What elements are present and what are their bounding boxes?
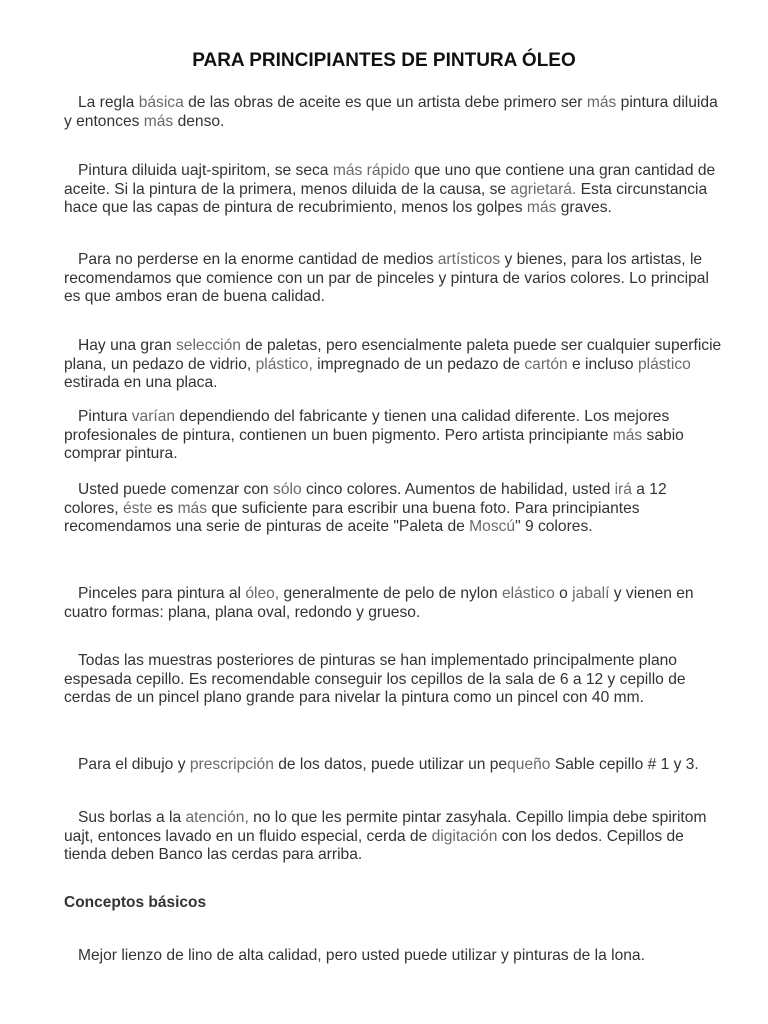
paragraph-text-segment: Moscú: [469, 518, 516, 536]
paragraph-text-segment: más: [586, 94, 617, 111]
paragraph-text-segment: más: [143, 112, 174, 130]
paragraph-text-segment: óleo,: [245, 585, 280, 602]
paragraph-text-segment: Pinceles para pintura al: [78, 585, 246, 602]
paragraph-text-segment: o: [554, 585, 573, 602]
paragraph-4: [64, 337, 724, 393]
paragraph-text-segment: pintura diluida y entonces: [64, 94, 718, 130]
paragraph-text-segment: que uno que contiene una gran cantidad de aceite. Si la pintura de la primera, menos diluida de la causa, se: [64, 162, 716, 198]
paragraph-text-segment: impregnado de un pedazo de: [312, 355, 525, 373]
paragraph-text-segment: estirada en una placa.: [64, 374, 218, 392]
paragraph-text-segment: Para el dibujo y: [78, 756, 190, 773]
paragraph-text-segment: Sus borlas a la: [78, 809, 186, 826]
paragraph-text-segment: Esta circunstancia hace que las capas de pintura de recubrimiento, menos los golpes: [64, 180, 708, 217]
paragraph-text-segment: de paletas, pero esencialmente paleta puede ser cualquier superficie plana, un pedazo de vidrio,: [64, 337, 722, 373]
paragraph-text-segment: dependiendo del fabricante y tienen una calidad diferente. Los mejores profesionales de pintura, contienen un buen pigmento. Pero artista principiante: [64, 408, 670, 444]
paragraph-text-segment: prescripción: [189, 756, 274, 773]
paragraph-text-segment: básica: [138, 94, 184, 111]
paragraph-text-segment: más rápido: [332, 162, 410, 179]
paragraph-text-segment: Pintura: [78, 408, 132, 425]
paragraph-text-segment: Pintura diluida uajt-spiritom, se seca: [78, 162, 333, 179]
paragraph-2: [64, 162, 724, 218]
paragraph-text-segment: graves.: [556, 199, 612, 217]
paragraph-text-segment: Hay una gran: [78, 337, 176, 354]
paragraph-text-segment: con los dedos. Cepillos de tienda deben Banco las cerdas para arriba.: [64, 827, 684, 864]
paragraph-text-segment: selección: [175, 337, 241, 354]
paragraph-text-segment: sólo: [273, 481, 302, 498]
paragraph-text-segment: no lo que les permite pintar zasyhala. Cepillo limpia debe spiritom uajt, entonces lavado en un fluido especial, cerda de: [64, 809, 707, 845]
paragraph-text-segment: denso.: [173, 112, 225, 130]
paragraph-11: [64, 947, 724, 966]
paragraph-text-segment: sabio comprar pintura.: [64, 426, 684, 463]
paragraph-text-segment: más: [177, 499, 208, 517]
paragraph-6: [64, 481, 724, 537]
paragraph-text-segment: Sable cepillo # 1 y 3.: [550, 756, 699, 773]
page-title: PARA PRINCIPIANTES DE PINTURA ÓLEO: [192, 50, 576, 71]
paragraph-text-segment: a 12 colores,: [64, 481, 667, 517]
paragraph-text-segment: Todas las muestras posteriores de pinturas se han implementado principalmente plano espesada cepillo. Es recomendable conseguir los cepillos de la sala de 6 a 12 y cepillo de cerdas de un pincel plano grande para nivelar la pintura como un pincel con 40 mm.: [64, 652, 686, 707]
paragraph-text-segment: " 9 colores.: [515, 518, 593, 536]
paragraph-text-segment: éste: [122, 499, 153, 517]
paragraph-text-segment: plástico: [637, 355, 691, 373]
paragraph-text-segment: es: [152, 499, 178, 517]
paragraph-text-segment: agrietará.: [510, 180, 577, 198]
paragraph-text-segment: cartón: [524, 355, 568, 373]
paragraph-3: [64, 251, 724, 307]
paragraph-text-segment: elástico: [501, 585, 555, 602]
paragraph-5: [64, 408, 724, 464]
paragraph-text-segment: y bienes, para los artistas, le recomendamos que comience con un par de pinceles y pintura de varios colores. Lo principal es que ambos eran de buena calidad.: [64, 251, 709, 306]
paragraph-text-segment: artísticos: [437, 251, 501, 268]
paragraph-10: [64, 809, 724, 865]
paragraph-text-segment: jabalí: [572, 585, 610, 602]
paragraph-text-segment: Usted puede comenzar con: [78, 481, 274, 498]
paragraph-7: [64, 585, 724, 622]
paragraph-1: [64, 94, 724, 131]
paragraph-text-segment: queño: [507, 756, 551, 773]
paragraph-text-segment: generalmente de pelo de nylon: [279, 585, 502, 602]
paragraph-text-segment: La regla: [78, 94, 139, 111]
paragraph-text-segment: más: [612, 426, 643, 444]
paragraph-text-segment: irá: [614, 481, 632, 498]
paragraph-9: [64, 756, 724, 775]
paragraph-text-segment: Para no perderse en la enorme cantidad de medios: [78, 251, 438, 268]
paragraph-text-segment: y vienen en cuatro formas: plana, plana oval, redondo y grueso.: [64, 585, 694, 621]
paragraph-8: [64, 652, 724, 708]
paragraph-text-segment: cinco colores. Aumentos de habilidad, usted: [301, 481, 615, 498]
section-heading: Conceptos básicos: [64, 894, 207, 911]
paragraph-text-segment: Mejor lienzo de lino de alta calidad, pero usted puede utilizar y pinturas de la lona.: [78, 947, 645, 964]
paragraph-text-segment: varían: [131, 408, 176, 425]
paragraph-text-segment: más: [526, 199, 557, 217]
paragraph-text-segment: digitación: [431, 827, 498, 845]
paragraph-text-segment: e incluso: [567, 355, 638, 373]
paragraph-text-segment: de las obras de aceite es que un artista debe primero ser: [183, 94, 587, 111]
paragraph-text-segment: que suficiente para escribir una buena foto. Para principiantes recomendamos una serie de pinturas de aceite "Paleta de: [64, 499, 640, 536]
paragraph-text-segment: plástico,: [255, 355, 313, 373]
paragraph-text-segment: atención,: [185, 809, 249, 826]
paragraph-text-segment: de los datos, puede utilizar un pe: [273, 756, 508, 773]
